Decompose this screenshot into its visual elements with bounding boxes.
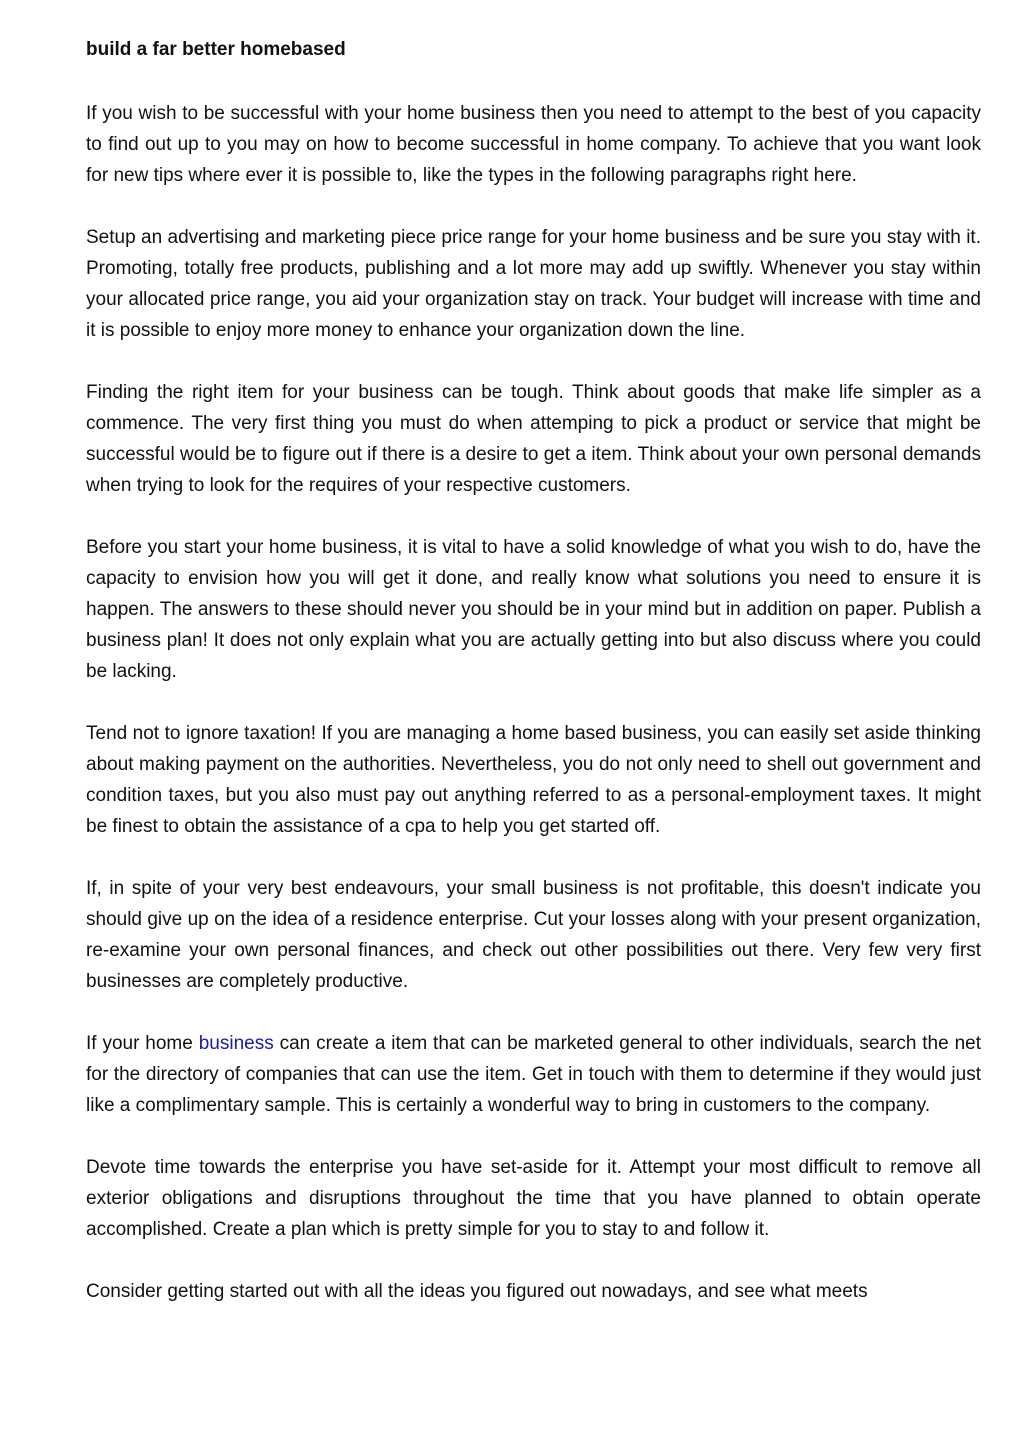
document-page	[86, 36, 981, 1338]
paragraph-6: If, in spite of your very best endeavours, your small business is not profitable, this doesn't indicate you should give up on the idea of a residence enterprise. Cut your losses along with your present organization, re-examine your own personal finances, and check out other possibilities out there. Very few very first businesses are completely productive.	[86, 878, 981, 992]
paragraph-7-text-before: If your home	[86, 1033, 199, 1054]
paragraph-4: Before you start your home business, it is vital to have a solid knowledge of what you wish to do, have the capacity to envision how you will get it done, and really know what solutions you need to ensure it is happen. The answers to these should never you should be in your mind but in addition on paper. Publish a business plan! It does not only explain what you are actually getting into but also discuss where you could be lacking.	[86, 537, 981, 682]
business-link[interactable]: business	[198, 1033, 274, 1054]
paragraph-2: Setup an advertising and marketing piece price range for your home business and be sure you stay with it. Promoting, totally free products, publishing and a lot more may add up swiftly. Whenever you stay within your allocated price range, you aid your organization stay on track. Your budget will increase with time and it is possible to enjoy more money to enhance your organization down the line.	[86, 227, 981, 341]
paragraph-8: Devote time towards the enterprise you have set-aside for it. Attempt your most difficult to remove all exterior obligations and disruptions throughout the time that you have planned to obtain operate accomplished. Create a plan which is pretty simple for you to stay to and follow it.	[86, 1157, 981, 1240]
paragraph-7	[86, 1028, 981, 1121]
paragraph-1: If you wish to be successful with your home business then you need to attempt to the best of you capacity to find out up to you may on how to become successful in home company. To achieve that you want look for new tips where ever it is possible to, like the types in the following paragraphs right here.	[86, 103, 981, 186]
paragraph-9: Consider getting started out with all the ideas you figured out nowadays, and see what meets	[86, 1281, 868, 1302]
paragraph-3: Finding the right item for your business can be tough. Think about goods that make life simpler as a commence. The very first thing you must do when attemping to pick a product or service that might be successful would be to figure out if there is a desire to get a item. Think about your own personal demands when trying to look for the requires of your respective customers.	[86, 382, 981, 496]
paragraph-5: Tend not to ignore taxation! If you are managing a home based business, you can easily set aside thinking about making payment on the authorities. Nevertheless, you do not only need to shell out government and condition taxes, but you also must pay out anything referred to as a personal-employment taxes. It might be finest to obtain the assistance of a cpa to help you get started off.	[86, 723, 981, 837]
document-title: build a far better homebased	[86, 39, 346, 60]
paragraph-7-text-after: can create a item that can be marketed general to other individuals, search the net for the directory of companies that can use the item. Get in touch with them to determine if they would just like a complimentary sample. This is certainly a wonderful way to bring in customers to the company.	[86, 1033, 981, 1116]
